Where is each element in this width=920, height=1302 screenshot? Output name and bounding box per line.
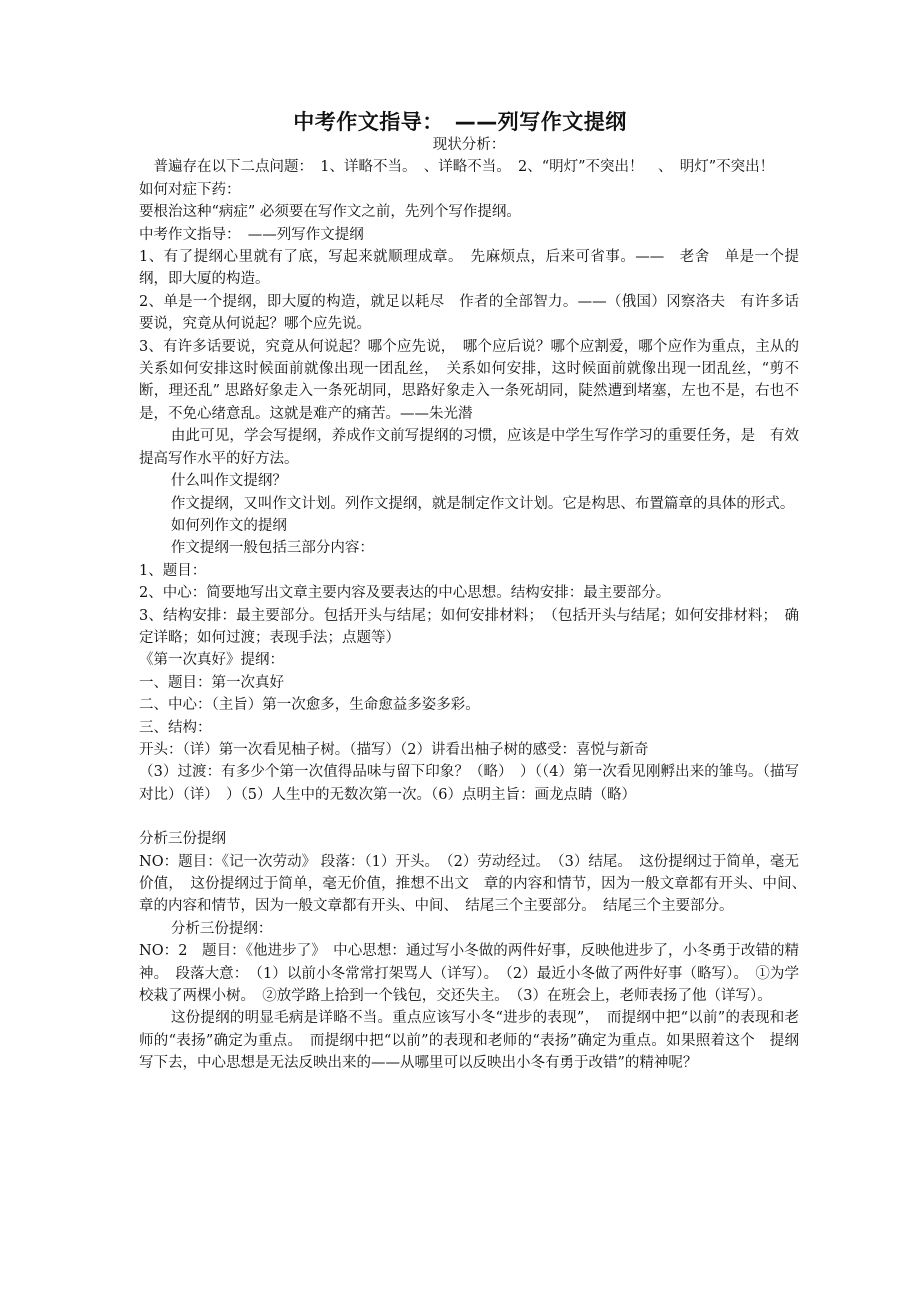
paragraph: 作文提纲一般包括三部分内容： <box>170 540 374 557</box>
paragraph: NO：题目：《记一次劳动》 段落：（1）开头。 （2）劳动经过。 （3）结尾。 这份提纲过于简单，毫无价值， 这份提纲过于简单，毫无价值，推想不出文 章的内容和情节，因为一般文章都有开头、中间、 章的内容和情节，因为一般文章都有开头、中间、 结尾三个主要部分。 结尾三个主要部分。 <box>139 853 814 915</box>
paragraph: 三、结构： <box>139 719 212 736</box>
paragraph: 1、有了提纲心里就有了底，写起来就顺理成章。 先麻烦点，后来可省事。—— 老舍 单是一个提纲，即大厦的构造。 <box>139 249 799 288</box>
paragraph: 普遍存在以下二点问题： 1、详略不当。 、详略不当。 2、“明灯”不突出！ 、 明灯”不突出！ <box>153 159 775 176</box>
paragraph: 2、中心：简要地写出文章主要内容及要表达的中心思想。结构安排：最主要部分。 <box>139 585 671 602</box>
paragraph: 1、题目： <box>139 562 207 579</box>
paragraph: 一、题目：第一次真好 <box>139 674 284 691</box>
paragraph: 这份提纲的明显毛病是详略不当。重点应该写小冬“进步的表现”， 而提纲中把“以前”的表现和老师的“表扬”确定为重点。 而提纲中把“以前”的表现和老师的“表扬”确定为重点。如果照着这个 提纲写下去，中心思想是无法反映出来的——从哪里可以反映出小冬有勇于改错”的精神呢？ <box>139 1010 799 1072</box>
blank-line <box>139 806 799 828</box>
paragraph: 由此可见，学会写提纲，养成作文前写提纲的习惯，应该是中学生写作学习的重要任务，是 有效提高写作水平的好方法。 <box>139 428 799 467</box>
paragraph: 2、单是一个提纲，即大厦的构造，就足以耗尽 作者的全部智力。——（俄国）冈察洛夫 有许多话要说，究竟从何说起？哪个应先说。 <box>139 293 799 333</box>
paragraph: 开头：（详）第一次看见柚子树。（描写）（2）讲看出柚子树的感受：喜悦与新奇 <box>139 741 649 758</box>
paragraph: 现状分析： <box>432 137 506 153</box>
paragraph: 分析三份提纲 <box>139 831 226 848</box>
paragraph: 要根治这种“病症” 必须要在写作文之前，先列个写作提纲。 <box>139 204 521 221</box>
document-title: 中考作文指导： ——列写作文提纲 <box>293 110 627 134</box>
paragraph: 如何列作文的提纲 <box>170 517 287 534</box>
paragraph: 中考作文指导： ——列写作文提纲 <box>139 226 364 243</box>
paragraph: 二、中心：（主旨）第一次愈多，生命愈益多姿多彩。 <box>139 697 480 714</box>
paragraph: NO：2 题目：《他进步了》 中心思想：通过写小冬做的两件好事，反映他进步了，小冬勇于改错的精神。 段落大意： （1）以前小冬常常打架骂人（详写）。 （2）最近小冬做了两件好事（略写）。 ①为学校栽了两棵小树。 ②放学路上拾到一个钱包，交还失主。 （3）在班会上，老师表扬了他（详写）。 <box>139 943 799 1005</box>
paragraph: 《第一次真好》提纲： <box>139 652 284 669</box>
paragraph: 如何对症下药： <box>139 181 241 198</box>
document-body <box>139 134 814 1075</box>
paragraph: （3）过渡：有多少个第一次值得品味与留下印象？（略） ）（（4）第一次看见刚孵出来的雏鸟。（描写 对比）（详） ）（5）人生中的无数次第一次。（6）点明主旨：画龙点睛（略） <box>139 764 814 803</box>
paragraph: 3、有许多话要说，究竟从何说起？哪个应先说， 哪个应后说？哪个应割爱，哪个应作为重点，主从的关系如何安排这时候面前就像出现一团乱丝， 关系如何安排，这时候面前就像出现一团乱丝，“剪不断，理还乱” 思路好象走入一条死胡同，思路好象走入一条死胡同，陡然遭到堵塞，左也不是，右也不是，不免心绪意乱。这就是难产的痛苦。——朱光潜 <box>139 338 799 422</box>
paragraph: 3、结构安排：最主要部分。包括开头与结尾；如何安排材料； （包括开头与结尾；如何安排材料； 确定详略；如何过渡；表现手法；点题等） <box>139 607 799 646</box>
paragraph: 分析三份提纲： <box>170 920 273 937</box>
paragraph: 什么叫作文提纲？ <box>170 473 287 490</box>
paragraph: 作文提纲，又叫作文计划。列作文提纲，就是制定作文计划。它是构思、布置篇章的具体的形式。 <box>170 495 795 512</box>
